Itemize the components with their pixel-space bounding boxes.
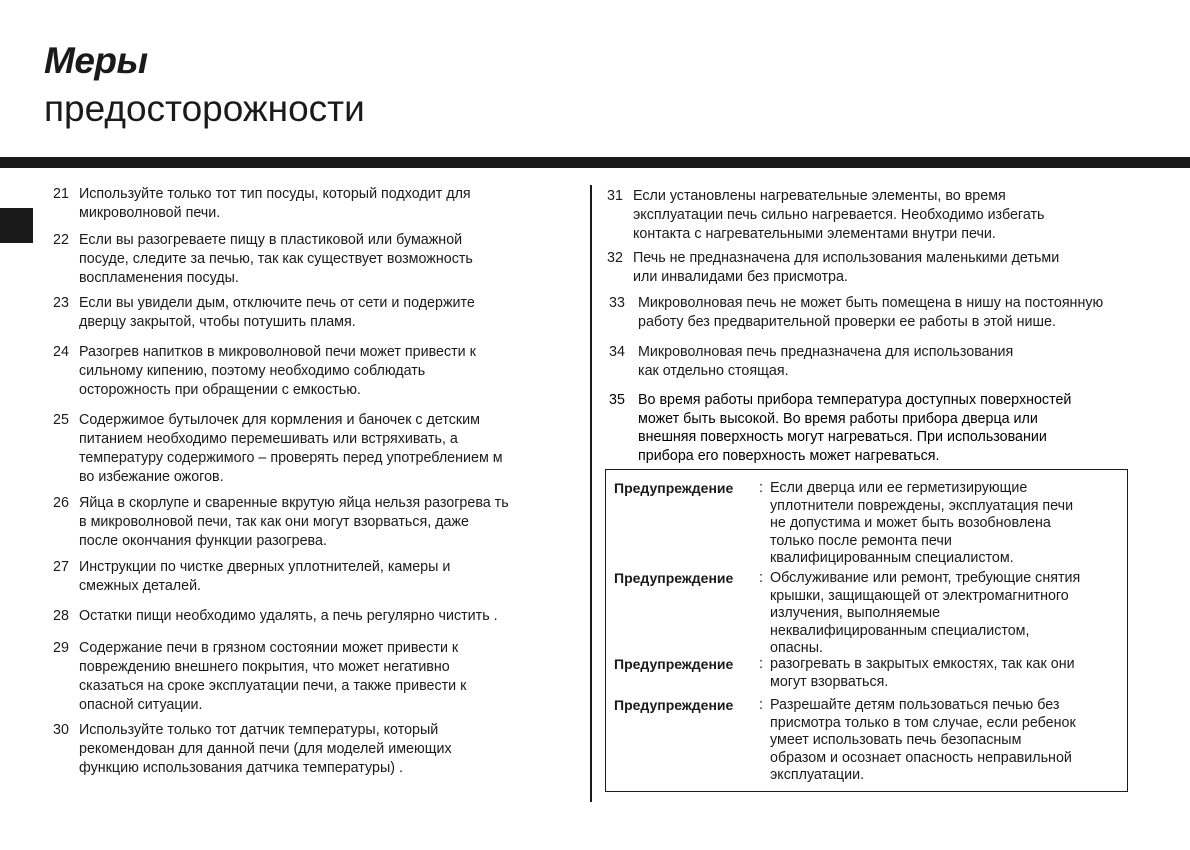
- item-number: 35: [609, 392, 625, 408]
- item-number: 23: [53, 295, 69, 311]
- item-text: Микроволновая печь предназначена для использования как отдельно стоящая.: [638, 344, 1014, 379]
- list-item-35: [609, 391, 1184, 465]
- item-number: 24: [53, 344, 69, 360]
- warning-colon: :: [759, 480, 763, 496]
- warning-label: Предупреждение: [614, 570, 734, 586]
- list-item-28: [53, 607, 583, 626]
- warning-label: Предупреждение: [614, 480, 734, 496]
- item-number: 33: [609, 295, 625, 311]
- list-item-23: [53, 294, 583, 332]
- item-number: 22: [53, 232, 69, 248]
- warning-text: Обслуживание или ремонт, требующие снятия крышки, защищающей от электромагнитного излучения, выполняемые неквалифицированным специалистом, опасны.: [770, 570, 1081, 656]
- item-text: Используйте только тот тип посуды, который подходит для микроволновой печи.: [79, 186, 471, 221]
- list-item-21: [53, 185, 583, 223]
- item-number: 30: [53, 722, 69, 738]
- warning-children: [614, 697, 1124, 785]
- warning-text: Если дверца или ее герметизирующие уплотнители повреждены, эксплуатация печи не допустима и может быть возобновлена только после ремонта печи квалифицированным специалистом.: [770, 480, 1074, 566]
- item-text: Разогрев напитков в микроволновой печи может привести к сильному кипению, поэтому необходимо соблюдать осторожность при обращении с емкостью.: [79, 344, 476, 398]
- warning-closed-containers: [614, 656, 1124, 691]
- list-item-25: [53, 411, 583, 487]
- list-item-29: [53, 639, 583, 715]
- list-item-30: [53, 721, 583, 778]
- item-number: 25: [53, 412, 69, 428]
- section-tab-marker: [0, 208, 33, 243]
- item-number: 31: [607, 188, 623, 204]
- warning-label: Предупреждение: [614, 697, 734, 713]
- warning-service-repair: [614, 570, 1124, 658]
- warning-door-seal: [614, 480, 1124, 568]
- item-number: 26: [53, 495, 69, 511]
- warning-text: разогревать в закрытых емкостях, так как они могут взорваться.: [770, 656, 1075, 690]
- list-item-34: [609, 343, 1184, 381]
- item-text: Используйте только тот датчик температуры, который рекомендован для данной печи (для моделей имеющих функцию использования датчика температуры) .: [79, 722, 452, 776]
- header-rule: [0, 157, 1190, 168]
- item-number: 29: [53, 640, 69, 656]
- warning-colon: :: [759, 697, 763, 713]
- item-number: 28: [53, 608, 69, 624]
- list-item-26: [53, 494, 583, 551]
- item-text: Если установлены нагревательные элементы, во время эксплуатации печь сильно нагревается. Необходимо избегать контакта с нагревательными элементами внутри печи.: [633, 188, 1045, 242]
- item-text: Яйца в скорлупе и сваренные вкрутую яйца нельзя разогрева ть в микроволновой печи, так как они могут взорваться, даже после окончания функции разогрева.: [79, 495, 509, 549]
- item-text: Печь не предназначена для использования маленькими детьми или инвалидами без присмотра.: [633, 250, 1060, 285]
- page-title-line1: Меры: [44, 40, 148, 81]
- column-divider: [590, 185, 592, 802]
- item-text: Остатки пищи необходимо удалять, а печь регулярно чистить .: [79, 608, 498, 624]
- list-item-33: [609, 294, 1184, 332]
- item-number: 21: [53, 186, 69, 202]
- warning-text: Разрешайте детям пользоваться печью без присмотра только в том случае, если ребенок умеет использовать печь безопасным образом и осознает опасность неправильной эксплуатации.: [770, 697, 1076, 783]
- list-item-32: [607, 249, 1182, 287]
- warning-colon: :: [759, 656, 763, 672]
- page-title-line2: предосторожности: [44, 88, 365, 129]
- item-text: Инструкции по чистке дверных уплотнителей, камеры и смежных деталей.: [79, 559, 451, 594]
- warning-label: Предупреждение: [614, 656, 734, 672]
- list-item-31: [607, 187, 1182, 244]
- list-item-24: [53, 343, 583, 400]
- item-number: 32: [607, 250, 623, 266]
- list-item-22: [53, 231, 583, 288]
- item-text: Если вы увидели дым, отключите печь от сети и подержите дверцу закрытой, чтобы потушить пламя.: [79, 295, 475, 330]
- list-item-27: [53, 558, 583, 596]
- item-number: 34: [609, 344, 625, 360]
- item-text: Во время работы прибора температура доступных поверхностей может быть высокой. Во время работы прибора дверца или внешняя поверхность могут нагреваться. При использовании прибора его поверхность может нагреваться.: [638, 392, 1072, 464]
- item-text: Содержание печи в грязном состоянии может привести к повреждению внешнего покрытия, что может негативно сказаться на сроке эксплуатации печи, а также привести к опасной ситуации.: [79, 640, 467, 713]
- item-number: 27: [53, 559, 69, 575]
- item-text: Микроволновая печь не может быть помещена в нишу на постоянную работу без предварительной проверки ее работы в этой нише.: [638, 295, 1104, 330]
- item-text: Содержимое бутылочек для кормления и баночек с детским питанием необходимо перемешивать или встряхивать, а температуру содержимого – проверять перед употреблением м во избежание ожогов.: [79, 412, 503, 485]
- item-text: Если вы разогреваете пищу в пластиковой или бумажной посуде, следите за печью, так как существует возможность воспламенения посуды.: [79, 232, 473, 286]
- warning-colon: :: [759, 570, 763, 586]
